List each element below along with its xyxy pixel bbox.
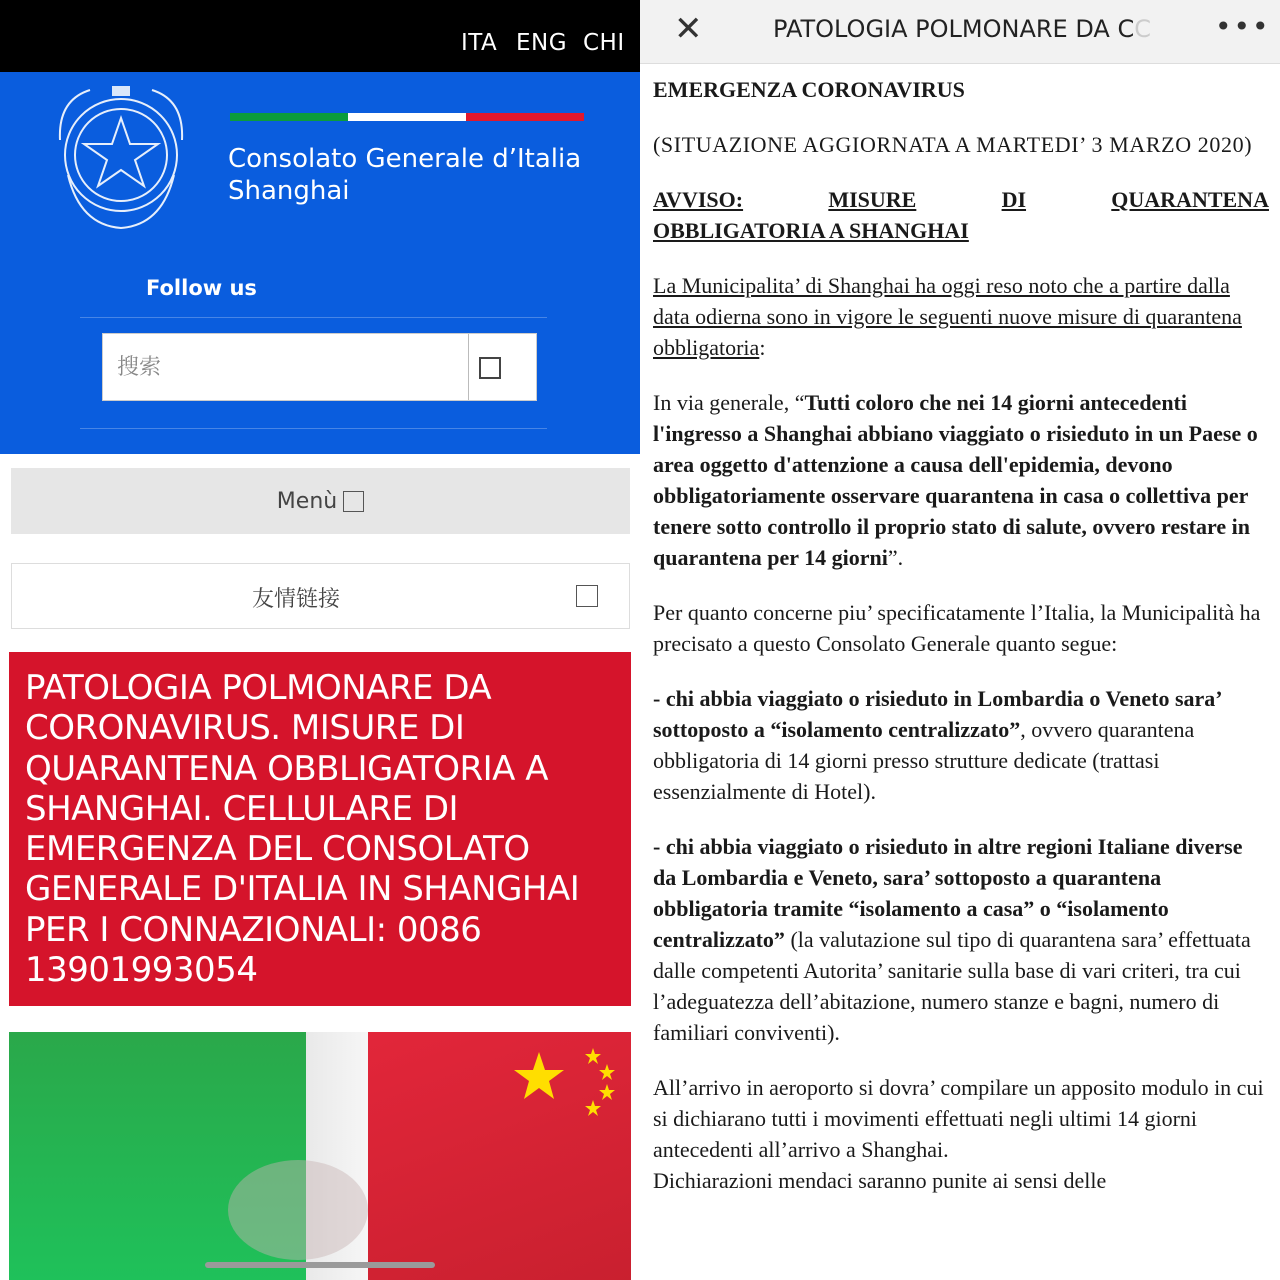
article-body [653,74,1269,1220]
paragraph: - chi abbia viaggiato o risieduto in altre regioni Italiane diverse da Lombardia e Veneto, sara’ sottoposto a quarantena obbligatoria tramite “isolamento a casa” o “isolamento centralizzato” (la valutazione sul tipo di quarantena sara’ effettuata dalle competenti Autorita’ sanitarie sulla base di vari criteri, tra cui l’adeguatezza dell’abitazione, numero stanze e bagni, numero di familiari conviventi). [653,834,1251,1045]
search-input[interactable] [103,334,469,400]
language-bar [0,0,640,72]
follow-us-label: Follow us [146,276,257,300]
close-icon[interactable]: ✕ [674,9,703,49]
menu-button[interactable] [11,468,630,534]
friendly-links-button[interactable] [11,563,630,629]
update-note: (SITUAZIONE AGGIORNATA A MARTEDI’ 3 MARZO 2020) [653,132,1253,157]
divider [80,317,547,318]
lang-chi-link[interactable]: CHI [583,30,625,56]
heart-shape [228,1160,368,1260]
alert-text: PATOLOGIA POLMONARE DA CORONAVIRUS. MISURE DI QUARANTENA OBBLIGATORIA A SHANGHAI. CELLULARE DI EMERGENZA DEL CONSOLATO GENERALE D'ITALIA IN SHANGHAI PER I CONNAZIONALI: 0086 13901993054 [25,668,580,991]
lang-eng-link[interactable]: ENG [516,30,568,56]
home-indicator[interactable] [205,1262,435,1268]
paragraph: All’arrivo in aeroporto si dovra’ compilare un apposito modulo in cui si dichiarano tutti i movimenti effettuati negli ultimi 14 giorni antecedenti all’arrivo a Shanghai. [653,1075,1264,1162]
paragraph: Per quanto concerne piu’ specificatamente l’Italia, la Municipalità ha precisato a questo Consolato Generale quanto segue: [653,600,1261,656]
paragraph: In via generale, “Tutti coloro che nei 14 giorni antecedenti l'ingresso a Shanghai abbiano viaggiato o risieduto in un Paese o area oggetto d'attenzione a causa dell'epidemia, devono obbligatoriamente osservare quarantena in casa o collettiva per tenere sotto controllo il proprio stato di salute, ovvero restare in quarantena per 14 giorni”. [653,390,1258,570]
lang-ita-link[interactable]: ITA [461,30,498,56]
menu-label: Menù [276,488,338,514]
more-icon[interactable]: ••• [1215,10,1271,43]
italian-tricolor-bar [230,113,584,121]
friendly-links-label: 友情链接 [252,587,341,612]
notice-title: AVVISO: MISURE DI QUARANTENA OBBLIGATORIA A SHANGHAI [653,187,1269,243]
consulate-name[interactable] [228,143,581,207]
divider [80,428,547,429]
paragraph: La Municipalita’ di Shanghai ha oggi reso noto che a partire dalla data odierna sono in vigore le seguenti nuove misure di quarantena obbligatoria: [653,273,1242,360]
consulate-name-line1: Consolato Generale d’Italia [228,144,582,174]
expand-icon [576,585,598,607]
chinese-flag-stars-icon [507,1048,617,1118]
article-header-bar [640,0,1280,64]
article-title: PATOLOGIA POLMONARE DA CC [773,15,1151,43]
search-box [102,333,537,401]
consulate-name-line2: Shanghai [228,176,350,206]
paragraph: - chi abbia viaggiato o risieduto in Lombardia o Veneto sara’ sottoposto a “isolamento centralizzato”, ovvero quarantena obbligatoria di 14 giorni presso strutture dedicate (trattasi essenzialmente di Hotel). [653,686,1221,804]
article-heading: EMERGENZA CORONAVIRUS [653,77,965,102]
menu-icon [343,491,364,512]
paragraph: Dichiarazioni mendaci saranno punite ai sensi delle [653,1168,1107,1193]
emergency-alert-banner[interactable] [9,652,631,1006]
italian-republic-emblem-icon [50,80,192,238]
search-button-icon[interactable] [479,357,501,379]
article-viewer-panel [640,0,1280,1280]
